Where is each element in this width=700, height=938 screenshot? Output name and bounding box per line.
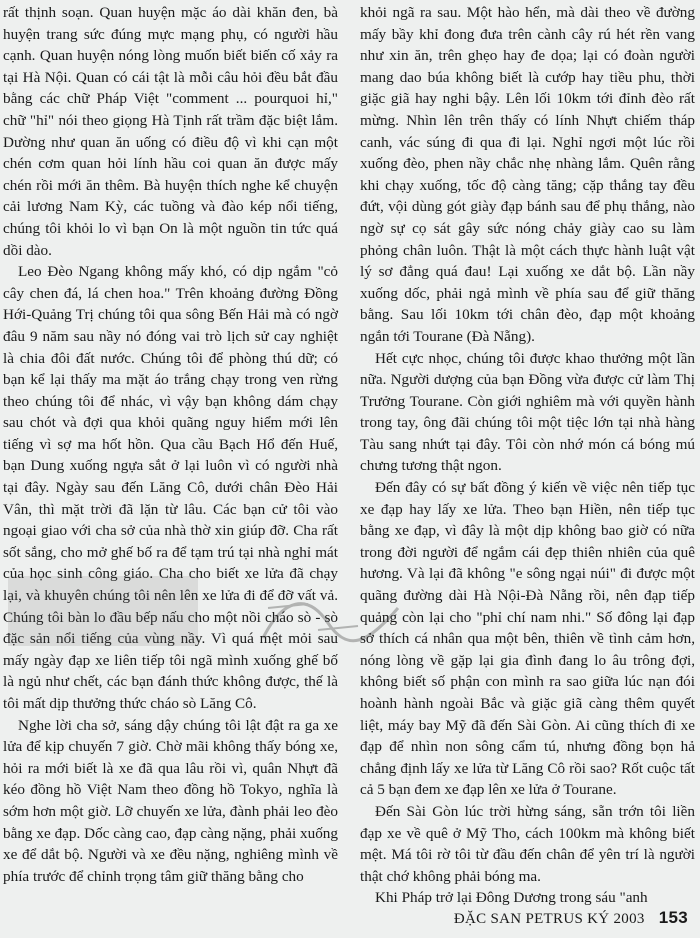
right-column (360, 2, 695, 907)
page-number: 153 (658, 908, 688, 927)
paragraph: Hết cực nhọc, chúng tôi được khao thưởng một lần nữa. Người dượng của bạn Đồng vừa được cử làm Thị Trưởng Tourane. Còn giới nghiêm mà với quyền hành trong tay, ông đãi chúng tôi một tiệc lớn tại nhà hàng Tàu sang nhứt tại đây. Tôi còn nhớ món cá bóng mú chưng tương thật ngon. (360, 349, 695, 475)
left-column (3, 2, 338, 892)
publication-name: ĐẶC SAN PETRUS KÝ 2003 (453, 911, 645, 927)
paragraph: Khi Pháp trở lại Đông Dương trong sáu "anh (375, 889, 648, 907)
paragraph: Đến đây có sự bất đồng ý kiến về việc nên tiếp tục xe đạp hay lấy xe lửa. Theo bạn Hiền, nên tiếp tục bằng xe đạp, vì đây là một dịp không bao giờ có nữa trong đời người để ngắm cái đẹp thiên nhiên của quê hương. Và lại đã không "e sông ngại núi" đi được một quãng đường dài Hà Nội-Đà Nẵng rồi, nên đạp tiếp quảng còn lại cho "phỉ chí nam nhi." Số đông lại đạp sở thích cá nhân qua một bên, thiên về tình cảm hơn, nóng lòng về gặp lại gia đình đang lo âu trông đợi, không biết số phận con mình ra sao giữa lúc nạn đói hoành hành ngoài Bắc và giặc giã càng thêm quyết liệt, máy bay Mỹ đã đến Sài Gòn. Ai cũng thích đi xe đạp để nhìn non sông cẩm tú, nhưng đồng bọn hả chẳng định lấy xe lửa từ Lăng Cô rồi sao? Rốt cuộc tất cả 5 bạn đem xe đạp lên xe lửa ở Tourane. (360, 479, 695, 799)
paragraph: Leo Đèo Ngang không mấy khó, có dịp ngắm "cỏ cây chen đá, lá chen hoa." Trên khoảng đường Đồng Hới-Quảng Trị chúng tôi qua sông Bến Hải mà có ngờ đâu 9 năm sau nầy nó đóng vai trò lịch sử cay nghiệt là chia đôi đất nước. Chúng tôi để phòng thú dữ; có bạn kể lại thấy ma mặt áo trắng chạy trong ven rừng theo chúng tôi để nhác, vì vậy bạn không dám chạy sau chót và đợi qua khỏi quãng nguy hiểm mới lên tiếng vì sợ ma hốt hồn. Qua cầu Bạch Hổ đến Huế, bạn Dung xuống ngựa sắt ở lại luôn vì có người nhà tại đây. Ngày sau đến Lăng Cô, dưới chân Đèo Hải Vân, thì mặt trời đã lặn từ lâu. Các bạn cử tôi vào ngoại giao với cha sở của nhà thờ xin giúp đỡ. Cha rất sốt sắng, cho mở ghế bố ra để tạm trú tại nhà nghỉ mát của học sinh công giáo. Cha cho biết xe lửa đã chạy lại, và khuyên chúng tôi nên lên xe lửa đi để đỡ vất vả. Chúng tôi bàn lo đầu bếp nấu cho một nồi cháo sò - sò đặc sản nổi tiếng của vùng nầy. Vì quá mệt mỏi sau mấy ngày đạp xe liên tiếp tôi ngã mình xuống ghế bố là ngủ như chết, các bạn đánh thức không được, thế là tôi mất dịp thưởng thức cháo sò Lăng Cô. (3, 263, 338, 712)
paragraph: khỏi ngã ra sau. Một hào hển, mà dài theo về đường mấy bầy khỉ đong đưa trên cành cây rú hét rền vang như xin ăn, trên ghẹo hay đe dọa; lại có đoàn người mang dao búa không biết là cướp hay tiều phu, thời giặc giã hay nghi bậy. Lên lối 10km tới đỉnh đèo rất mừng. Nhìn lên trên thấy có lính Nhựt chiếm tháp canh, vác súng đi qua đi lại. Nghỉ ngơi một lúc rồi xuống đèo, phen nầy chắc nhẹ nhàng lắm. Quên rằng khi chạy xuống, tốc độ càng tăng; cặp thắng tay đều đứt, vội dùng gót giày đạp bánh sau để phụ thắng, nào ngờ sự cọ sát gây sức nóng chảy giày cao su làm phỏng chân luôn. Thật là một cách thực hành luật vật lý sơ đẳng quá đau! Lại xuống xe dắt bộ. Lần nầy xuống dốc, phải ngả mình về phía sau để giữ thăng bằng. Sau lối 10km tới chân đèo, đạp một khoảng ngắn tới Tourane (Đà Nẵng). (360, 4, 695, 345)
page-footer (454, 908, 688, 928)
paragraph: Nghe lời cha sở, sáng dậy chúng tôi lật đật ra ga xe lửa để kịp chuyến 7 giờ. Chờ mãi không thấy bóng xe, hỏi ra mới biết là xe đã qua lâu rồi vì, quân Nhựt đã kéo đồng hồ Việt Nam theo đồng hồ Tokyo, nghĩa là sớm hơn một giờ. Lỡ chuyến xe lửa, đành phải leo đèo bằng xe đạp. Dốc càng cao, đạp càng nặng, phải xuống xe để dắt bộ. Người và xe đều nặng, nghiêng mình về phía trước để chỉnh trọng tâm giữ thăng bằng cho (3, 716, 338, 885)
paragraph: rất thịnh soạn. Quan huyện mặc áo dài khăn đen, bà huyện trang sức đúng mực mạng phụ, có người hầu cạnh. Quan huyện nóng lòng muốn biết biến cố xảy ra tại Hà Nội. Quan có cái tật là mỗi câu hỏi đều bắt đầu bằng các chữ Pháp Việt "comment ... pourquoi hỉ," chữ "hỉ" nói theo giọng Hà Tịnh rất trầm đặc biệt lắm. Dường như quan ăn uống có điều độ vì khi cạn một chén cơm quan hỏi lính hầu coi quan ăn được mấy chén rồi mới ăn thêm. Bà huyện thích nghe kể chuyện cải lương Nam Kỳ, các tuồng và đào kép nổi tiếng, chúng tôi khỏi lo vì bạn On là một nguồn tin tức quá dồi dào. (3, 4, 338, 259)
paragraph: Đến Sài Gòn lúc trời hừng sáng, sẵn trớn tôi liền đạp xe về quê ở Mỹ Tho, cách 100km mà không biết mệt. Má tôi rờ tôi từ đầu đến chân để yên trí là người thật chớ không phải bóng ma. (360, 802, 695, 885)
